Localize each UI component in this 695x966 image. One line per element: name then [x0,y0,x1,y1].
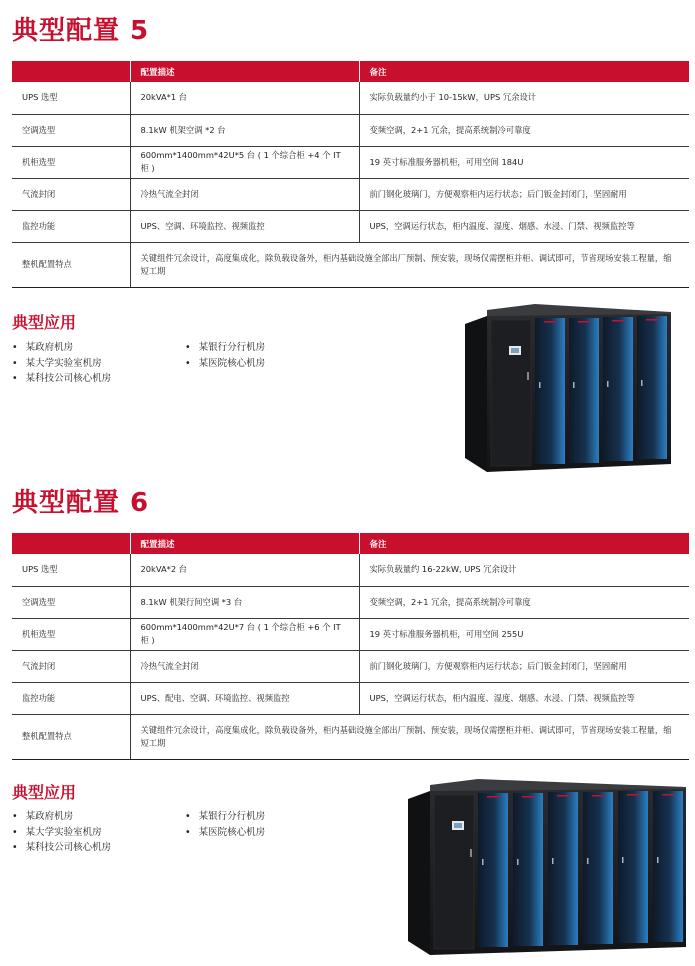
row-label: 机柜选型 [12,618,130,650]
row-label: 机柜选型 [12,146,130,178]
list-item: • 某大学实验室机房 [12,825,111,841]
row-desc: 20kVA*2 台 [130,554,359,586]
row-label: 气流封闭 [12,650,130,682]
header-cell-blank [12,533,130,554]
applications-list-col2 [185,809,265,840]
row-note: 变频空调，2+1 冗余，提高系统制冷可靠度 [359,586,689,618]
header-cell-blank [12,61,130,82]
table-row [12,714,689,759]
table-row [12,210,689,242]
row-label: 空调选型 [12,586,130,618]
list-item: • 某科技公司核心机房 [12,371,111,387]
row-note: 19 英寸标准服务器机柜，可用空间 255U [359,618,689,650]
header-cell-note: 备注 [359,61,689,82]
row-desc: UPS、空调、环境监控、视频监控 [130,210,359,242]
table-row [12,242,689,287]
rack-product-image [465,302,677,474]
row-label: UPS 选型 [12,554,130,586]
list-item: • 某政府机房 [12,340,111,356]
applications-title: 典型应用 [12,313,77,332]
row-note: 实际负载量约小于 10-15kW，UPS 冗余设计 [359,82,689,114]
row-note: 实际负载量约 16-22kW, UPS 冗余设计 [359,554,689,586]
table-row [12,114,689,146]
row-label: 空调选型 [12,114,130,146]
applications-list-col2 [185,340,265,371]
applications-title: 典型应用 [12,783,77,802]
list-item: • 某政府机房 [12,809,111,825]
table-row [12,650,689,682]
config-table [12,533,689,760]
row-span-text: 关键组件冗余设计，高度集成化，除负载设备外，柜内基础设施全部出厂预制、预安装，现场仅需摆柜并柜、调试即可，节省现场安装工程量，缩短工期 [130,242,689,287]
table-row [12,146,689,178]
section-title: 典型配置 6 [12,488,150,518]
row-desc: 8.1kW 机架行间空调 *3 台 [130,586,359,618]
list-item: • 某银行分行机房 [185,809,265,825]
header-cell-note: 备注 [359,533,689,554]
row-desc: 8.1kW 机架空调 *2 台 [130,114,359,146]
row-desc: 冷热气流全封闭 [130,650,359,682]
list-item: • 某银行分行机房 [185,340,265,356]
list-item: • 某科技公司核心机房 [12,840,111,856]
row-label: 气流封闭 [12,178,130,210]
section-title: 典型配置 5 [12,16,150,46]
row-desc: 600mm*1400mm*42U*5 台 ( 1 个综合柜 +4 个 IT 柜 ) [130,146,359,178]
row-label: 监控功能 [12,210,130,242]
row-desc: 20kVA*1 台 [130,82,359,114]
row-label: UPS 选型 [12,82,130,114]
rack-product-image [408,777,690,961]
table-row [12,618,689,650]
row-note: UPS，空调运行状态，柜内温度、湿度、烟感、水浸、门禁、视频监控等 [359,210,689,242]
row-label: 监控功能 [12,682,130,714]
row-desc: 冷热气流全封闭 [130,178,359,210]
row-desc: UPS、配电、空调、环境监控、视频监控 [130,682,359,714]
config-table [12,61,689,288]
table-row [12,554,689,586]
table-header-row [12,61,689,82]
row-note: UPS，空调运行状态，柜内温度、湿度、烟感、水浸、门禁、视频监控等 [359,682,689,714]
applications-list-col1 [12,809,111,856]
row-desc: 600mm*1400mm*42U*7 台 ( 1 个综合柜 +6 个 IT 柜 ) [130,618,359,650]
row-note: 前门钢化玻璃门，方便观察柜内运行状态；后门钣金封闭门，坚固耐用 [359,650,689,682]
table-header-row [12,533,689,554]
row-label: 整机配置特点 [12,242,130,287]
table-row [12,82,689,114]
table-row [12,682,689,714]
header-cell-desc: 配置描述 [130,533,359,554]
row-note: 变频空调，2+1 冗余，提高系统制冷可靠度 [359,114,689,146]
row-note: 19 英寸标准服务器机柜，可用空间 184U [359,146,689,178]
list-item: • 某医院核心机房 [185,356,265,372]
applications-list-col1 [12,340,111,387]
list-item: • 某大学实验室机房 [12,356,111,372]
header-cell-desc: 配置描述 [130,61,359,82]
row-label: 整机配置特点 [12,714,130,759]
row-span-text: 关键组件冗余设计，高度集成化，除负载设备外，柜内基础设施全部出厂预制、预安装，现场仅需摆柜并柜、调试即可，节省现场安装工程量，缩短工期 [130,714,689,759]
row-note: 前门钢化玻璃门，方便观察柜内运行状态；后门钣金封闭门，坚固耐用 [359,178,689,210]
table-row [12,586,689,618]
list-item: • 某医院核心机房 [185,825,265,841]
table-row [12,178,689,210]
